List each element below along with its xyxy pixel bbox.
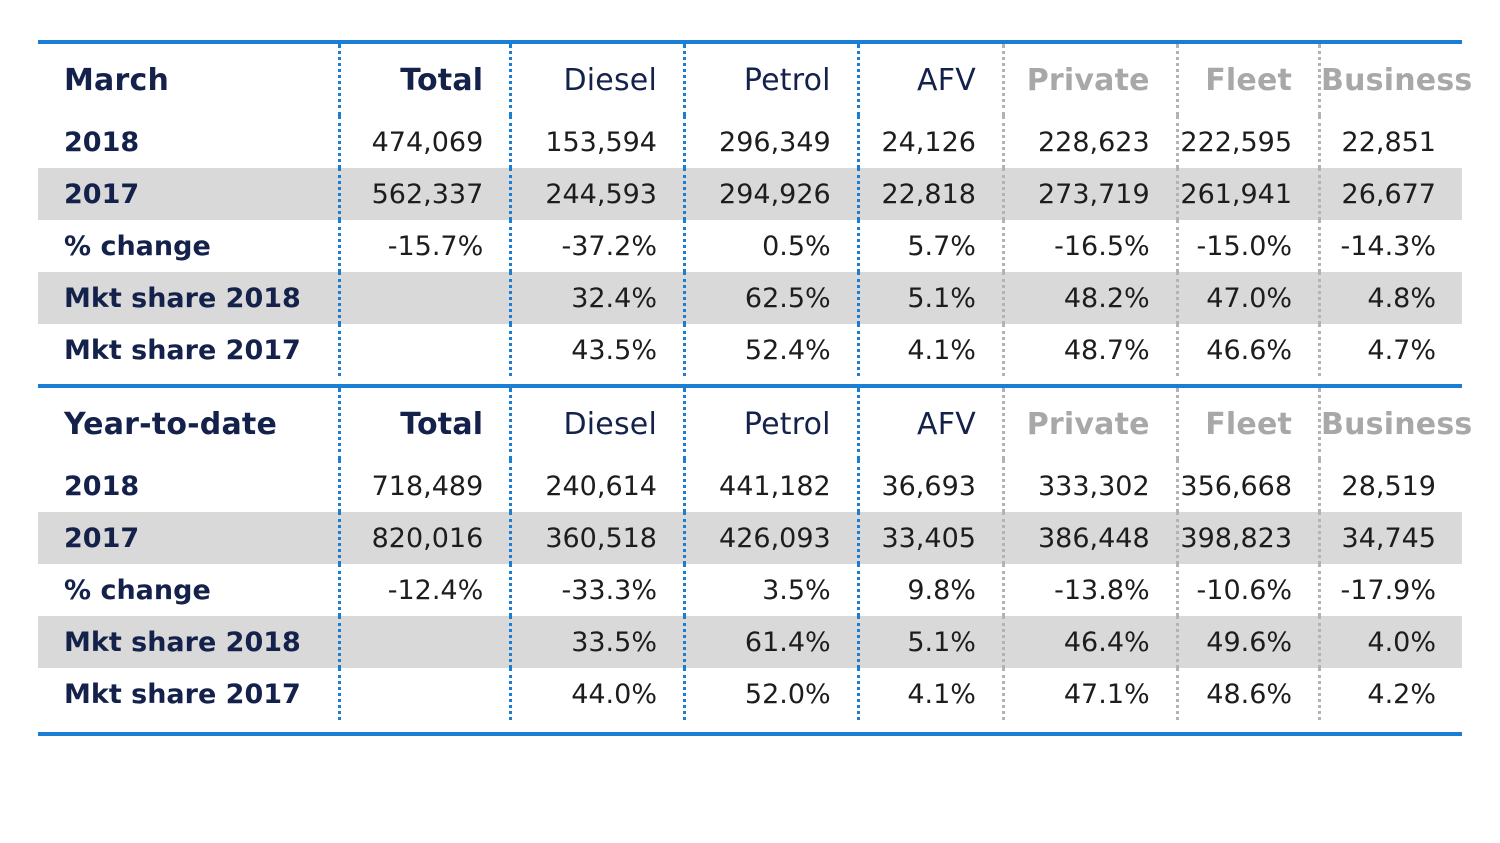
cell-fleet: 222,595 bbox=[1177, 116, 1319, 168]
cell-fleet: -15.0% bbox=[1177, 220, 1319, 272]
table-row bbox=[38, 668, 1462, 720]
table-row bbox=[38, 512, 1462, 564]
row-label: % change bbox=[64, 574, 211, 606]
table-row bbox=[38, 616, 1462, 668]
row-label: 2018 bbox=[64, 126, 140, 158]
cell-fleet: 46.6% bbox=[1177, 324, 1319, 376]
cell-petrol: 441,182 bbox=[684, 460, 858, 512]
march-table bbox=[38, 44, 1473, 376]
ytd-col-private: Private bbox=[1003, 388, 1177, 460]
cell-total bbox=[340, 324, 511, 376]
bottom-rule bbox=[38, 732, 1462, 736]
cell-petrol: 52.4% bbox=[684, 324, 858, 376]
ytd-col-diesel: Diesel bbox=[511, 388, 685, 460]
cell-private: 333,302 bbox=[1003, 460, 1177, 512]
cell-diesel: -33.3% bbox=[511, 564, 685, 616]
ytd-header-row bbox=[38, 388, 1462, 460]
cell-afv: 22,818 bbox=[858, 168, 1003, 220]
row-label: % change bbox=[64, 230, 211, 262]
table-row bbox=[38, 324, 1462, 376]
cell-afv: 5.1% bbox=[858, 616, 1003, 668]
cell-total: -12.4% bbox=[340, 564, 511, 616]
cell-business: 34,745 bbox=[1320, 512, 1462, 564]
table-row bbox=[38, 564, 1462, 616]
cell-total: -15.7% bbox=[340, 220, 511, 272]
cell-private: 48.2% bbox=[1003, 272, 1177, 324]
cell-afv: 5.1% bbox=[858, 272, 1003, 324]
march-col-business: Business bbox=[1320, 44, 1462, 116]
cell-business: -17.9% bbox=[1320, 564, 1462, 616]
cell-business: 28,519 bbox=[1320, 460, 1462, 512]
cell-petrol: 296,349 bbox=[684, 116, 858, 168]
table-row bbox=[38, 168, 1462, 220]
cell-fleet: 261,941 bbox=[1177, 168, 1319, 220]
cell-fleet: 49.6% bbox=[1177, 616, 1319, 668]
cell-total: 562,337 bbox=[340, 168, 511, 220]
cell-diesel: 360,518 bbox=[511, 512, 685, 564]
cell-diesel: 43.5% bbox=[511, 324, 685, 376]
table-row bbox=[38, 220, 1462, 272]
cell-private: 48.7% bbox=[1003, 324, 1177, 376]
ytd-col-total: Total bbox=[340, 388, 511, 460]
cell-fleet: 356,668 bbox=[1177, 460, 1319, 512]
march-header-row bbox=[38, 44, 1462, 116]
table-row bbox=[38, 272, 1462, 324]
table-row bbox=[38, 460, 1462, 512]
row-label: 2017 bbox=[38, 168, 340, 220]
ytd-col-afv: AFV bbox=[858, 388, 1003, 460]
cell-total: 820,016 bbox=[340, 512, 511, 564]
cell-afv: 4.1% bbox=[858, 668, 1003, 720]
march-col-petrol: Petrol bbox=[684, 44, 858, 116]
march-col-fleet: Fleet bbox=[1177, 44, 1319, 116]
cell-afv: 36,693 bbox=[858, 460, 1003, 512]
cell-fleet: -10.6% bbox=[1177, 564, 1319, 616]
cell-private: -16.5% bbox=[1003, 220, 1177, 272]
cell-private: 273,719 bbox=[1003, 168, 1177, 220]
cell-petrol: 3.5% bbox=[684, 564, 858, 616]
cell-business: 4.2% bbox=[1320, 668, 1462, 720]
cell-petrol: 426,093 bbox=[684, 512, 858, 564]
cell-business: 4.0% bbox=[1320, 616, 1462, 668]
cell-total bbox=[340, 668, 511, 720]
row-label: Mkt share 2018 bbox=[38, 616, 340, 668]
year-to-date-table bbox=[38, 388, 1473, 720]
cell-diesel: 153,594 bbox=[511, 116, 685, 168]
cell-fleet: 398,823 bbox=[1177, 512, 1319, 564]
cell-total bbox=[340, 616, 511, 668]
row-label: Mkt share 2017 bbox=[64, 334, 301, 366]
cell-diesel: 32.4% bbox=[511, 272, 685, 324]
cell-diesel: 33.5% bbox=[511, 616, 685, 668]
ytd-col-business: Business bbox=[1320, 388, 1462, 460]
cell-petrol: 62.5% bbox=[684, 272, 858, 324]
cell-business: -14.3% bbox=[1320, 220, 1462, 272]
row-label: Mkt share 2017 bbox=[64, 678, 301, 710]
cell-total: 474,069 bbox=[340, 116, 511, 168]
march-col-afv: AFV bbox=[858, 44, 1003, 116]
cell-total bbox=[340, 272, 511, 324]
ytd-col-fleet: Fleet bbox=[1177, 388, 1319, 460]
row-label: 2017 bbox=[38, 512, 340, 564]
cell-fleet: 47.0% bbox=[1177, 272, 1319, 324]
row-label: 2018 bbox=[64, 470, 140, 502]
cell-diesel: 240,614 bbox=[511, 460, 685, 512]
cell-petrol: 294,926 bbox=[684, 168, 858, 220]
cell-afv: 9.8% bbox=[858, 564, 1003, 616]
march-col-private: Private bbox=[1003, 44, 1177, 116]
cell-petrol: 0.5% bbox=[684, 220, 858, 272]
cell-business: 4.7% bbox=[1320, 324, 1462, 376]
cell-business: 26,677 bbox=[1320, 168, 1462, 220]
march-col-total: Total bbox=[340, 44, 511, 116]
cell-diesel: 244,593 bbox=[511, 168, 685, 220]
cell-petrol: 52.0% bbox=[684, 668, 858, 720]
cell-afv: 5.7% bbox=[858, 220, 1003, 272]
cell-diesel: 44.0% bbox=[511, 668, 685, 720]
cell-total: 718,489 bbox=[340, 460, 511, 512]
cell-business: 22,851 bbox=[1320, 116, 1462, 168]
table-row bbox=[38, 116, 1462, 168]
ytd-col-petrol: Petrol bbox=[684, 388, 858, 460]
cell-afv: 33,405 bbox=[858, 512, 1003, 564]
ytd-period-label: Year-to-date bbox=[64, 406, 278, 442]
cell-private: 386,448 bbox=[1003, 512, 1177, 564]
registrations-table-page bbox=[0, 40, 1500, 843]
row-label: Mkt share 2018 bbox=[38, 272, 340, 324]
cell-petrol: 61.4% bbox=[684, 616, 858, 668]
march-period-label: March bbox=[64, 62, 170, 98]
cell-fleet: 48.6% bbox=[1177, 668, 1319, 720]
cell-private: 47.1% bbox=[1003, 668, 1177, 720]
cell-private: -13.8% bbox=[1003, 564, 1177, 616]
cell-private: 46.4% bbox=[1003, 616, 1177, 668]
cell-diesel: -37.2% bbox=[511, 220, 685, 272]
cell-afv: 24,126 bbox=[858, 116, 1003, 168]
march-col-diesel: Diesel bbox=[511, 44, 685, 116]
cell-afv: 4.1% bbox=[858, 324, 1003, 376]
cell-private: 228,623 bbox=[1003, 116, 1177, 168]
cell-business: 4.8% bbox=[1320, 272, 1462, 324]
